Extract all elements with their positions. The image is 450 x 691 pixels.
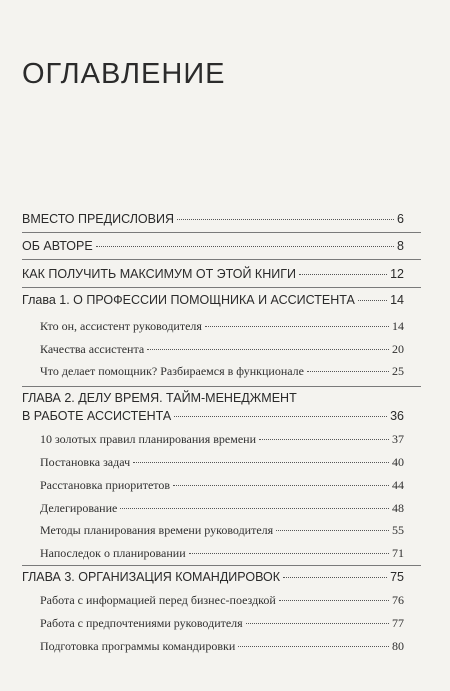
toc-subentry-label: Делегирование (40, 501, 118, 515)
toc-subentry[interactable] (40, 432, 404, 447)
dot-leader (177, 219, 394, 220)
toc-subentry-label: 10 золотых правил планирования времени (40, 432, 257, 446)
toc-subentry[interactable] (40, 523, 404, 538)
toc-chapter-2-heading-line1[interactable]: ГЛАВА 2. ДЕЛУ ВРЕМЯ. ТАЙМ-МЕНЕДЖМЕНТ (22, 391, 297, 405)
toc-page-number: 37 (392, 432, 404, 446)
toc-subentry-label: Кто он, ассистент руководителя (40, 319, 202, 333)
dot-leader (299, 274, 387, 275)
dot-leader (147, 349, 389, 350)
toc-page-number: 44 (392, 478, 404, 492)
toc-page-number: 48 (392, 501, 404, 515)
toc-page-number: 75 (390, 570, 404, 584)
toc-subentry[interactable] (40, 342, 404, 357)
toc-subentry[interactable] (40, 546, 404, 561)
toc-entry-label: ОБ АВТОРЕ (22, 239, 93, 253)
toc-page-number: 55 (392, 523, 404, 537)
toc-chapter-label: В РАБОТЕ АССИСТЕНТА (22, 409, 172, 423)
toc-subentry-label: Напоследок о планировании (40, 546, 186, 560)
toc-subentry-label: Что делает помощник? Разбираемся в функционале (40, 364, 304, 378)
toc-page-number: 14 (390, 293, 404, 307)
toc-page-number: 20 (392, 342, 404, 356)
toc-subentry[interactable] (40, 639, 404, 654)
toc-chapter-label: ГЛАВА 3. ОРГАНИЗАЦИЯ КОМАНДИРОВОК (22, 570, 281, 584)
separator-line (22, 565, 421, 566)
dot-leader (358, 300, 387, 301)
dot-leader (279, 600, 389, 601)
toc-chapter-label: Глава 1. О ПРОФЕССИИ ПОМОЩНИКА И АССИСТЕНТА (22, 293, 355, 307)
toc-page-number: 25 (392, 364, 404, 378)
dot-leader (133, 462, 389, 463)
toc-entry-about-author[interactable] (22, 239, 404, 253)
toc-subentry-label: Работа с информацией перед бизнес-поездкой (40, 593, 276, 607)
dot-leader (246, 623, 389, 624)
toc-page-number: 71 (392, 546, 404, 560)
dot-leader (120, 508, 389, 509)
dot-leader (173, 485, 389, 486)
toc-page-number: 40 (392, 455, 404, 469)
toc-subentry[interactable] (40, 616, 404, 631)
toc-entry-label: ВМЕСТО ПРЕДИСЛОВИЯ (22, 212, 174, 226)
toc-page-number: 8 (397, 239, 404, 253)
toc-subentry[interactable] (40, 501, 404, 516)
dot-leader (205, 326, 389, 327)
page-title: ОГЛАВЛЕНИЕ (22, 58, 226, 90)
dot-leader (174, 416, 387, 417)
toc-subentry[interactable] (40, 455, 404, 470)
toc-subentry-label: Подготовка программы командировки (40, 639, 236, 653)
toc-page-number: 6 (397, 212, 404, 226)
toc-chapter-3[interactable] (22, 570, 404, 584)
dot-leader (283, 577, 387, 578)
toc-chapter-2[interactable] (22, 409, 404, 423)
toc-page-number: 12 (390, 267, 404, 281)
dot-leader (238, 646, 389, 647)
separator-line (22, 386, 421, 387)
toc-subentry[interactable] (40, 364, 404, 379)
toc-subentry-label: Расстановка приоритетов (40, 478, 171, 492)
toc-subentry[interactable] (40, 593, 404, 608)
toc-page-number: 14 (392, 319, 404, 333)
toc-subentry-label: Качества ассистента (40, 342, 145, 356)
separator-line (22, 259, 421, 260)
dot-leader (259, 439, 389, 440)
toc-entry-how-to-use[interactable] (22, 267, 404, 281)
toc-subentry[interactable] (40, 478, 404, 493)
dot-leader (189, 553, 389, 554)
toc-chapter-1[interactable] (22, 293, 404, 307)
toc-page-number: 80 (392, 639, 404, 653)
toc-entry-label: КАК ПОЛУЧИТЬ МАКСИМУМ ОТ ЭТОЙ КНИГИ (22, 267, 296, 281)
dot-leader (276, 530, 389, 531)
toc-subentry[interactable] (40, 319, 404, 334)
toc-subentry-label: Методы планирования времени руководителя (40, 523, 274, 537)
toc-page-number: 36 (390, 409, 404, 423)
separator-line (22, 287, 421, 288)
toc-page-number: 77 (392, 616, 404, 630)
toc-page-number: 76 (392, 593, 404, 607)
dot-leader (307, 371, 389, 372)
toc-subentry-label: Постановка задач (40, 455, 131, 469)
separator-line (22, 232, 421, 233)
toc-subentry-label: Работа с предпочтениями руководителя (40, 616, 243, 630)
toc-entry-foreword[interactable] (22, 212, 404, 226)
dot-leader (96, 246, 394, 247)
